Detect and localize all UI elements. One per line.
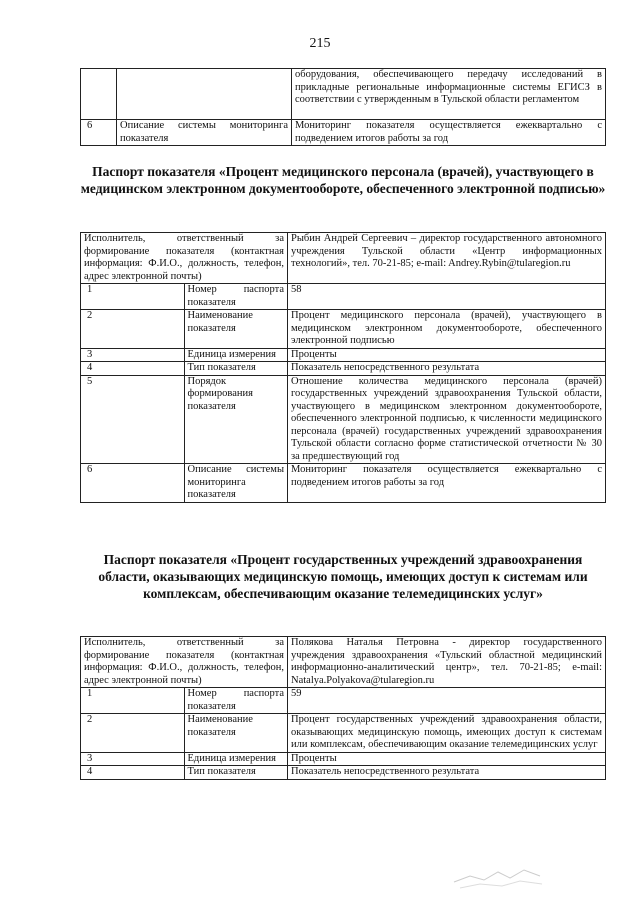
passport-title-59: Паспорт показателя «Процент государственных учреждений здравоохранения области, оказывающих медицинскую помощь, имеющих доступ к системам или комплексам, обеспечивающим оказание телемедицинских услуг» [98, 552, 588, 601]
row-number: 3 [81, 348, 185, 362]
row-label: Порядок формирования показателя [184, 375, 288, 464]
table-row [81, 233, 606, 284]
table-row [81, 752, 606, 766]
passport-title-58: Паспорт показателя «Процент медицинского персонала (врачей), участвующего в медицинском электронном документообороте, обеспеченного электронной подписью» [80, 164, 606, 196]
row-number: 1 [81, 688, 185, 714]
row-label: Единица измерения [184, 752, 288, 766]
table-row [81, 310, 606, 349]
row-label: Наименование показателя [184, 310, 288, 349]
table-row [81, 464, 606, 503]
executor-value: Полякова Наталья Петровна - директор государственного учреждения здравоохранения «Тульский областной медицинский информационно-аналитический центр», тел. 70-21-85; e-mail: Natalya.Polyakova@tularegion.ru [288, 637, 606, 688]
passport-table-59 [80, 636, 606, 780]
executor-label: Исполнитель, ответственный за формирование показателя (контактная информация: Ф.И.О., должность, телефон, адрес электронной почты) [81, 637, 288, 688]
table-row [81, 766, 606, 780]
row-label: Номер паспорта показателя [184, 284, 288, 310]
row-number [81, 69, 117, 120]
table-row [81, 637, 606, 688]
row-number: 2 [81, 714, 185, 753]
scan-stamp-mark [450, 862, 550, 892]
row-number: 6 [81, 120, 117, 146]
row-value: Процент государственных учреждений здравоохранения области, оказывающих медицинскую помощь, имеющих доступ к системам или комплексам, обеспечивающим оказание телемедицинских услуг [288, 714, 606, 753]
table-row [81, 362, 606, 376]
row-value: Мониторинг показателя осуществляется ежеквартально с подведением итогов работы за год [288, 464, 606, 503]
table-row [81, 120, 606, 146]
row-value: 58 [288, 284, 606, 310]
row-number: 5 [81, 375, 185, 464]
row-number: 4 [81, 362, 185, 376]
row-value: Мониторинг показателя осуществляется ежеквартально с подведением итогов работы за год [292, 120, 606, 146]
row-label: Тип показателя [184, 766, 288, 780]
row-label: Описание системы мониторинга показателя [117, 120, 292, 146]
row-label: Описание системы мониторинга показателя [184, 464, 288, 503]
table-row [81, 284, 606, 310]
table-row [81, 688, 606, 714]
row-number: 3 [81, 752, 185, 766]
row-value: оборудования, обеспечивающего передачу исследований в прикладные региональные информационные системы ЕГИСЗ в соответствии с утвержденным в Тульской области регламентом [292, 69, 606, 120]
row-value: Отношение количества медицинского персонала (врачей) государственных учреждений здравоохранения Тульской области, участвующего в медицинском электронном документообороте, обеспеченного электронной подписью, к численности медицинского персонала (врачей) государственных учреждений здравоохранения Тульской области согласно форме статистической отчетности № 30 за предшествующий год [288, 375, 606, 464]
row-label: Единица измерения [184, 348, 288, 362]
page-number: 215 [309, 36, 331, 51]
executor-label: Исполнитель, ответственный за формирование показателя (контактная информация: Ф.И.О., должность, телефон, адрес электронной почты) [81, 233, 288, 284]
passport-table-58 [80, 232, 606, 503]
table-row [81, 714, 606, 753]
row-label: Тип показателя [184, 362, 288, 376]
row-number: 6 [81, 464, 185, 503]
table-continuation [80, 68, 606, 146]
table-row [81, 348, 606, 362]
row-label: Наименование показателя [184, 714, 288, 753]
table-row [81, 69, 606, 120]
table-row [81, 375, 606, 464]
row-value: Показатель непосредственного результата [288, 362, 606, 376]
row-value: Проценты [288, 752, 606, 766]
row-label: Номер паспорта показателя [184, 688, 288, 714]
executor-value: Рыбин Андрей Сергеевич – директор государственного автономного учреждения Тульской области «Центр информационных технологий», тел. 70-21-85; e-mail: Andrey.Rybin@tularegion.ru [288, 233, 606, 284]
row-label [117, 69, 292, 120]
row-value: 59 [288, 688, 606, 714]
row-value: Процент медицинского персонала (врачей), участвующего в медицинском электронном документообороте, обеспеченного электронной подписью [288, 310, 606, 349]
row-number: 1 [81, 284, 185, 310]
row-number: 4 [81, 766, 185, 780]
row-value: Проценты [288, 348, 606, 362]
row-number: 2 [81, 310, 185, 349]
row-value: Показатель непосредственного результата [288, 766, 606, 780]
